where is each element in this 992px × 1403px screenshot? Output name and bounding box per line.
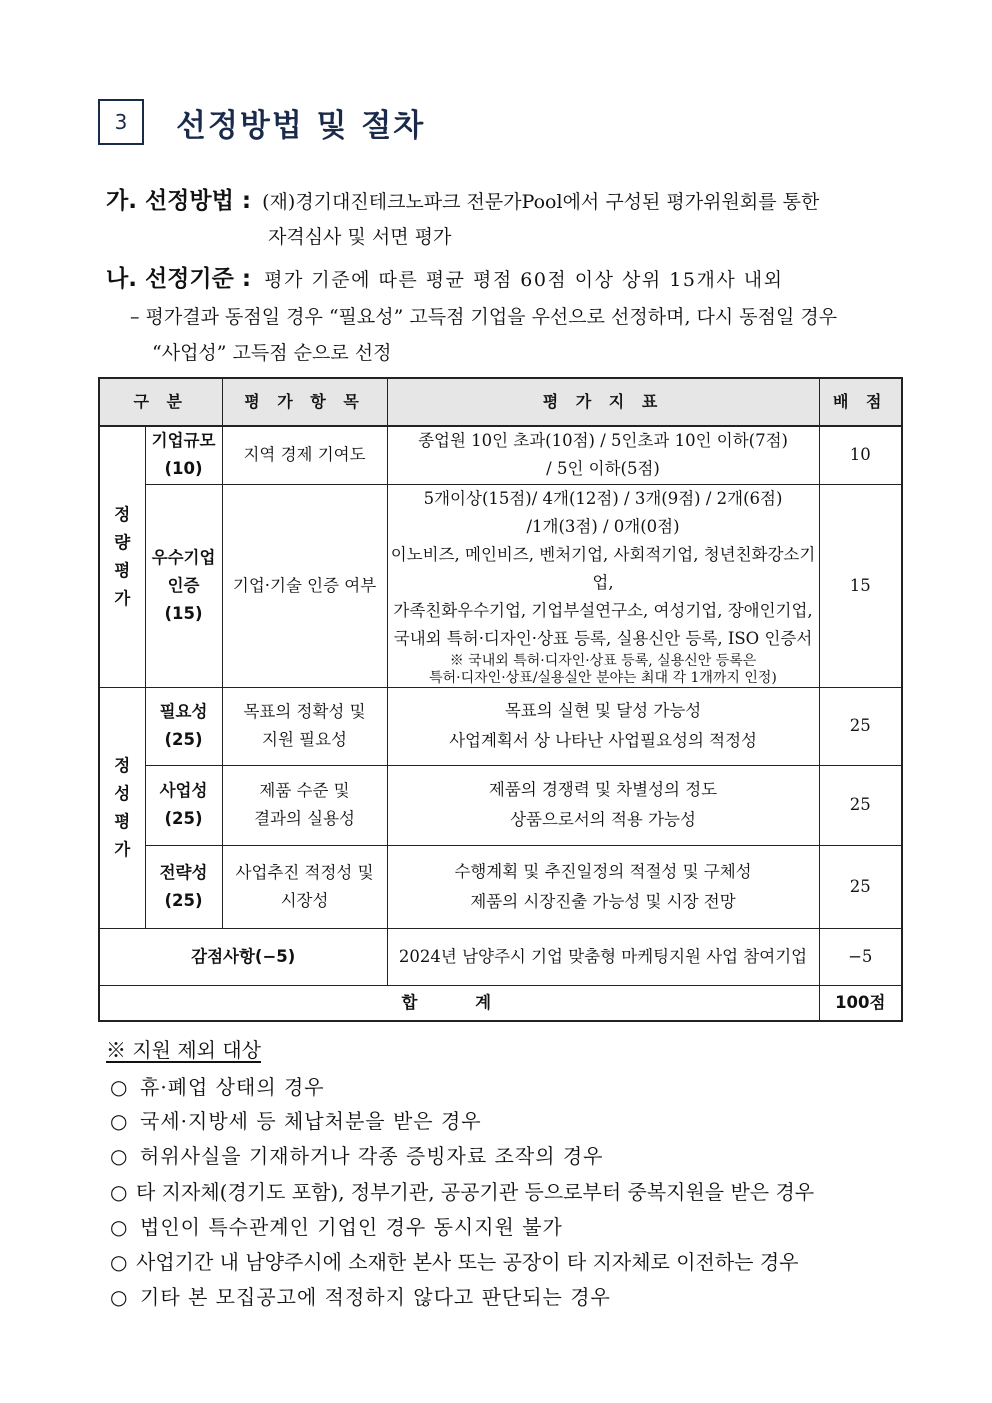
criteria-line <box>106 260 783 293</box>
section-title: 선정방법 및 절차 <box>176 107 426 144</box>
list-item: ○ 국세·지방세 등 체납처분을 받은 경우 <box>110 1109 482 1133</box>
table-row <box>99 845 902 928</box>
header-item: 평 가 항 목 <box>222 378 387 426</box>
method-text-2: 자격심사 및 서면 평가 <box>268 226 452 248</box>
eval-score: 10 <box>819 426 902 484</box>
sub-category: 우수기업 인증 (15) <box>145 484 222 687</box>
header-category: 구 분 <box>99 378 222 426</box>
criteria-label: 나. 선정기준 : <box>106 266 252 292</box>
indicator-note: ※ 국내외 특허·디자인·상표 등록, 실용신안 등록은 특허·디자인·상표/실용실안 분야는 최대 각 1개까지 인정) <box>429 652 777 686</box>
eval-indicator: 종업원 10인 초과(10점) / 5인초과 10인 이하(7점) / 5인 이하(5점) <box>387 426 819 484</box>
deduction-score: −5 <box>819 928 902 985</box>
sub-category: 필요성 (25) <box>145 687 222 765</box>
eval-indicator: 목표의 실현 및 달성 가능성 사업계획서 상 나타난 사업필요성의 적정성 <box>387 687 819 765</box>
qual-group-label: 정 성 평 가 <box>99 687 145 928</box>
sub-category: 기업규모 (10) <box>145 426 222 484</box>
list-item: ○ 사업기간 내 남양주시에 소재한 본사 또는 공장이 타 지자체로 이전하는 경우 <box>110 1250 799 1274</box>
method-line <box>106 182 819 215</box>
deduction-row <box>99 928 902 985</box>
table-row <box>99 687 902 765</box>
header-score: 배 점 <box>819 378 902 426</box>
section-number: 3 <box>98 99 144 145</box>
method-label: 가. 선정방법 : <box>106 188 252 214</box>
total-row <box>99 985 902 1021</box>
eval-indicator: 5개이상(15점)/ 4개(12점) / 3개(9점) / 2개(6점) /1개(3점) / 0개(0점) 이노비즈, 메인비즈, 벤처기업, 사회적기업, 청년친화강소기업, 가족친화우수기업, 기업부설연구소, 여성기업, 장애인기업, 국내외 특허·디자인·상표 등록, 실용신안 등록, ISO 인증서 ※ 국내외 특허·디자인·상표 등록, 실용신안 등록은 특허·디자인·상표/실용실안 분야는 최대 각 1개까지 인정) <box>387 484 819 687</box>
table-row <box>99 765 902 845</box>
list-item: ○ 타 지자체(경기도 포함), 정부기관, 공공기관 등으로부터 중복지원을 받은 경우 <box>110 1180 815 1204</box>
quant-group-label: 정 량 평 가 <box>99 426 145 687</box>
table-row <box>99 484 902 687</box>
sub-category: 사업성 (25) <box>145 765 222 845</box>
eval-item: 사업추진 적정성 및 시장성 <box>222 845 387 928</box>
eval-score: 25 <box>819 687 902 765</box>
sub-category: 전략성 (25) <box>145 845 222 928</box>
evaluation-table <box>98 377 903 1022</box>
header-indicator: 평 가 지 표 <box>387 378 819 426</box>
deduction-indicator: 2024년 남양주시 기업 맞춤형 마케팅지원 사업 참여기업 <box>387 928 819 985</box>
deduction-label: 감점사항(−5) <box>99 928 387 985</box>
criteria-text: 평가 기준에 따른 평균 평점 60점 이상 상위 15개사 내외 <box>264 269 784 291</box>
eval-item: 제품 수준 및 결과의 실용성 <box>222 765 387 845</box>
total-score: 100점 <box>819 985 902 1021</box>
list-item: ○ 기타 본 모집공고에 적정하지 않다고 판단되는 경우 <box>110 1285 611 1309</box>
list-item: ○ 법인이 특수관계인 기업인 경우 동시지원 불가 <box>110 1215 563 1239</box>
table-row <box>99 426 902 484</box>
eval-item: 지역 경제 기여도 <box>222 426 387 484</box>
method-text-1: (재)경기대진테크노파크 전문가Pool에서 구성된 평가위원회를 통한 <box>262 191 820 213</box>
criteria-note-2: “사업성” 고득점 순으로 선정 <box>152 342 392 364</box>
total-label: 합 계 <box>99 985 819 1021</box>
eval-indicator: 제품의 경쟁력 및 차별성의 정도 상품으로서의 적용 가능성 <box>387 765 819 845</box>
list-item: ○ 허위사실을 기재하거나 각종 증빙자료 조작의 경우 <box>110 1144 604 1168</box>
table-header-row <box>99 378 902 426</box>
list-item: ○ 휴·폐업 상태의 경우 <box>110 1075 325 1099</box>
eval-indicator: 수행계획 및 추진일정의 적절성 및 구체성 제품의 시장진출 가능성 및 시장 전망 <box>387 845 819 928</box>
eval-score: 25 <box>819 765 902 845</box>
eval-item: 목표의 정확성 및 지원 필요성 <box>222 687 387 765</box>
exclusions-title: ※ 지원 제외 대상 <box>106 1038 261 1062</box>
section-header <box>98 96 425 148</box>
eval-item: 기업·기술 인증 여부 <box>222 484 387 687</box>
eval-score: 25 <box>819 845 902 928</box>
criteria-note-1: – 평가결과 동점일 경우 “필요성” 고득점 기업을 우선으로 선정하며, 다시 동점일 경우 <box>130 306 838 328</box>
eval-score: 15 <box>819 484 902 687</box>
